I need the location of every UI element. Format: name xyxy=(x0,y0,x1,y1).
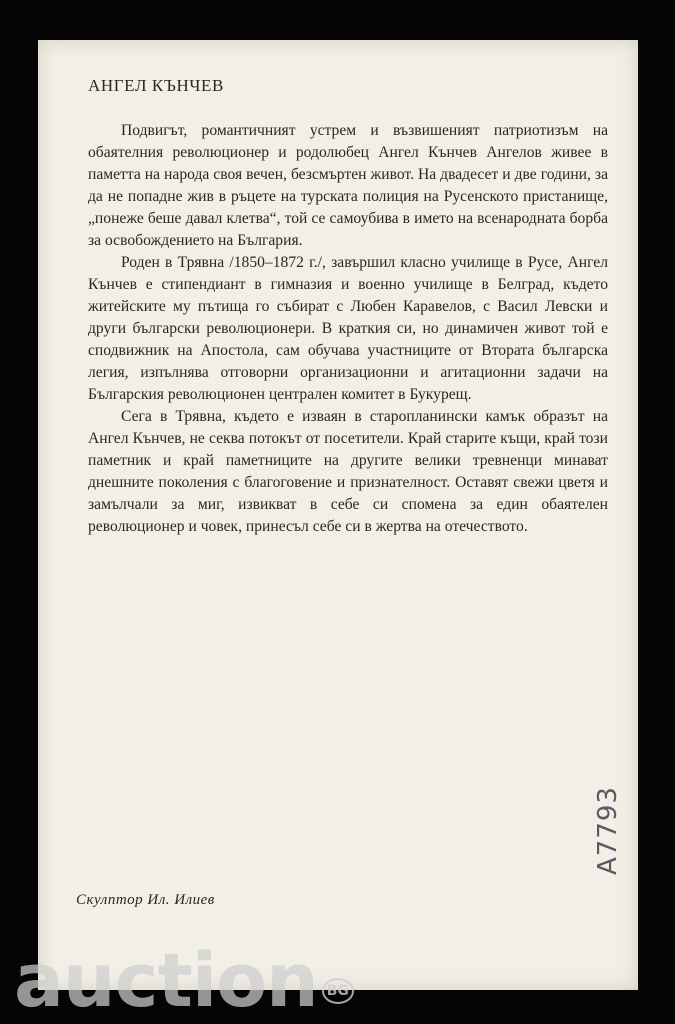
sculptor-caption: Скулптор Ил. Илиев xyxy=(76,892,215,908)
paragraph-3: Сега в Трявна, където е изваян в старопланински камък образът на Ангел Кънчев, не секва потокът от посетители. Край старите къщи, край този паметник и край паметниците на другите велики тревненци минават днешните поколения с благоговение и признателност. Оставят свежи цветя и замълчали за миг, извикват в себе си спомена за един обаятелен революционер и човек, принесъл себе си в жертва на отечеството. xyxy=(88,408,608,535)
card-body xyxy=(88,120,608,538)
handwritten-code: A7793 xyxy=(593,786,623,875)
auction-watermark xyxy=(14,928,354,1024)
postcard-back xyxy=(38,40,638,990)
paragraph-1: Подвигът, романтичният устрем и възвишеният патриотизъм на обаятелния революционер и родолюбец Ангел Кънчев Ангелов живее в паметта на народа своя вечен, безсмъртен живот. На двадесет и две години, за да не попадне жив в ръцете на турската полиция на Русенското пристанище, „понеже беше давал клетва“, той се самоубива в името на всенародната борба за освобождението на България. xyxy=(88,122,608,249)
watermark-text: auction xyxy=(14,938,318,1024)
paragraph-2: Роден в Трявна /1850–1872 г./, завършил класно училище в Русе, Ангел Кънчев е стипендиант в гимназия и военно училище в Белград, където житейските му пътища го събират с Любен Каравелов, с Васил Левски и други български революционери. В краткия си, но динамичен живот той е сподвижник на Апостола, сам обучава участниците от Втората българска легия, изпълнява отговорни организационни и агитационни задачи на Българския революционен централен комитет в Букурещ. xyxy=(88,254,608,403)
watermark-suffix-badge: BG xyxy=(322,978,354,1004)
card-title: АНГЕЛ КЪНЧЕВ xyxy=(88,76,224,95)
